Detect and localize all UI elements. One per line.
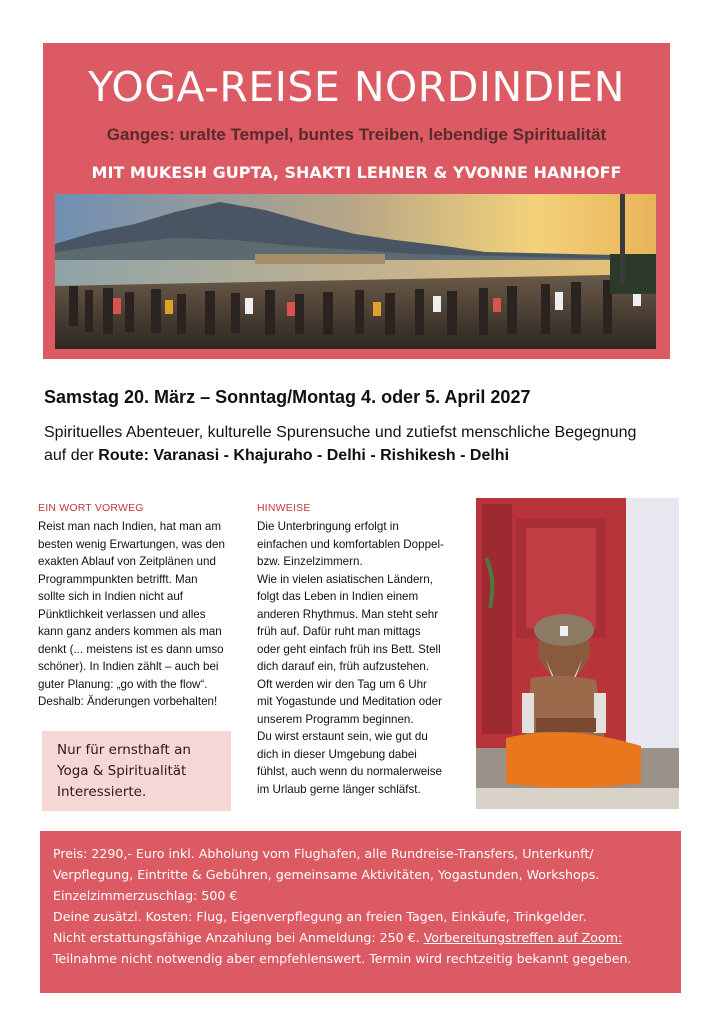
col2-line: Die Unterbringung erfolgt in bbox=[257, 520, 399, 533]
notice-text bbox=[57, 740, 227, 803]
deposit-text: Nicht erstattungsfähige Anzahlung bei Anmeldung: 250 €. bbox=[53, 930, 424, 945]
col2-line: oder geht einfach früh ins Bett. Stell bbox=[257, 642, 441, 656]
col2-line: unserem Programm beginnen. bbox=[257, 712, 414, 726]
price-text bbox=[53, 843, 673, 969]
zoom-info: Teilnahme nicht notwendig aber empfehlenswert. Termin wird rechtzeitig bekannt gegeben. bbox=[53, 951, 632, 966]
col1-line: exakten Ablauf von Zeitplänen und bbox=[38, 555, 216, 568]
col2-line: Oft werden wir den Tag um 6 Uhr bbox=[257, 677, 427, 691]
notice-box bbox=[42, 731, 231, 811]
col2-line: einfachen und komfortablen Doppel- bbox=[257, 537, 444, 551]
col2-line: früh auf. Dafür ruht man mittags bbox=[257, 625, 421, 638]
col2-line: dich darauf ein, früh aufzustehen. bbox=[257, 660, 430, 673]
col2-line: anderen Rhythmus. Man steht sehr bbox=[257, 607, 439, 621]
price-panel bbox=[40, 831, 681, 993]
col1-heading: EIN WORT VORWEG bbox=[38, 502, 144, 514]
trip-dates: Samstag 20. März – Sonntag/Montag 4. oder 5. April 2027 bbox=[44, 387, 531, 407]
col2-text bbox=[257, 518, 467, 798]
col2-line: fühlst, auch wenn du normalerweise bbox=[257, 765, 442, 778]
col2-line: mit Yogastunde und Meditation oder bbox=[257, 695, 442, 708]
col1-line: denkt (... meistens ist es dann umso bbox=[38, 642, 224, 656]
notice-line: Interessierte. bbox=[57, 784, 147, 800]
col1-line: schöner). In Indien zählt – auch bei bbox=[38, 660, 219, 673]
leaders-line: MIT MUKESH GUPTA, SHAKTI LEHNER & YVONNE HANHOFF bbox=[91, 163, 622, 182]
ganges-panorama-photo bbox=[55, 194, 656, 349]
col2-line: Du wirst erstaunt sein, wie gut du bbox=[257, 730, 428, 743]
route-prefix: auf der bbox=[44, 447, 99, 464]
notice-line: Nur für ernsthaft an bbox=[57, 742, 191, 758]
deposit-line bbox=[53, 927, 673, 948]
col2-line: Wie in vielen asiatischen Ländern, bbox=[257, 572, 433, 586]
col2-line: im Urlaub gerne länger schläfst. bbox=[257, 782, 421, 796]
price-line: Verpflegung, Eintritte & Gebühren, gemeinsame Aktivitäten, Yogastunden, Workshops. bbox=[53, 867, 600, 882]
price-line: Preis: 2290,- Euro inkl. Abholung vom Flughafen, alle Rundreise-Transfers, Unterkunft/ bbox=[53, 846, 594, 861]
extra-costs: Deine zusätzl. Kosten: Flug, Eigenverpflegung an freien Tagen, Einkäufe, Trinkgelder. bbox=[53, 909, 587, 924]
page-subtitle: Ganges: uralte Tempel, buntes Treiben, lebendige Spiritualität bbox=[106, 125, 607, 144]
col2-line: bzw. Einzelzimmern. bbox=[257, 555, 363, 568]
col2-line: dich in dieser Umgebung dabei bbox=[257, 747, 417, 761]
header-banner bbox=[43, 43, 670, 359]
col1-line: Programmpunkten betrifft. Man bbox=[38, 572, 198, 586]
col1-line: Deshalb: Änderungen vorbehalten! bbox=[38, 695, 218, 708]
intro-text bbox=[44, 421, 694, 467]
single-room-surcharge: Einzelzimmerzuschlag: 500 € bbox=[53, 888, 238, 903]
col1-line: besten wenig Erwartungen, was den bbox=[38, 537, 225, 551]
col1-line: Reist man nach Indien, hat man am bbox=[38, 520, 222, 533]
notice-line: Yoga & Spiritualität bbox=[57, 763, 187, 779]
col1-line: kann ganz anders kommen als man bbox=[38, 625, 222, 638]
col1-line: Pünktlichkeit verlassen und alles bbox=[38, 607, 206, 621]
route-stops: Route: Varanasi - Khajuraho - Delhi - Rishikesh - Delhi bbox=[98, 447, 510, 464]
page-title: YOGA-REISE NORDINDIEN bbox=[88, 63, 625, 111]
col1-text bbox=[38, 518, 238, 711]
col1-line: sollte sich in Indien nicht auf bbox=[38, 590, 184, 603]
intro-line: Spirituelles Abenteuer, kulturelle Spurensuche und zutiefst menschliche Begegnung bbox=[44, 424, 637, 441]
zoom-meeting-link[interactable]: Vorbereitungstreffen auf Zoom: bbox=[423, 930, 623, 945]
sadhu-photo bbox=[476, 498, 679, 809]
col2-line: folgt das Leben in Indien einem bbox=[257, 590, 419, 603]
route-line bbox=[44, 444, 694, 467]
col1-line: guter Planung: „go with the flow“. bbox=[38, 677, 208, 691]
col2-heading: HINWEISE bbox=[257, 502, 311, 514]
